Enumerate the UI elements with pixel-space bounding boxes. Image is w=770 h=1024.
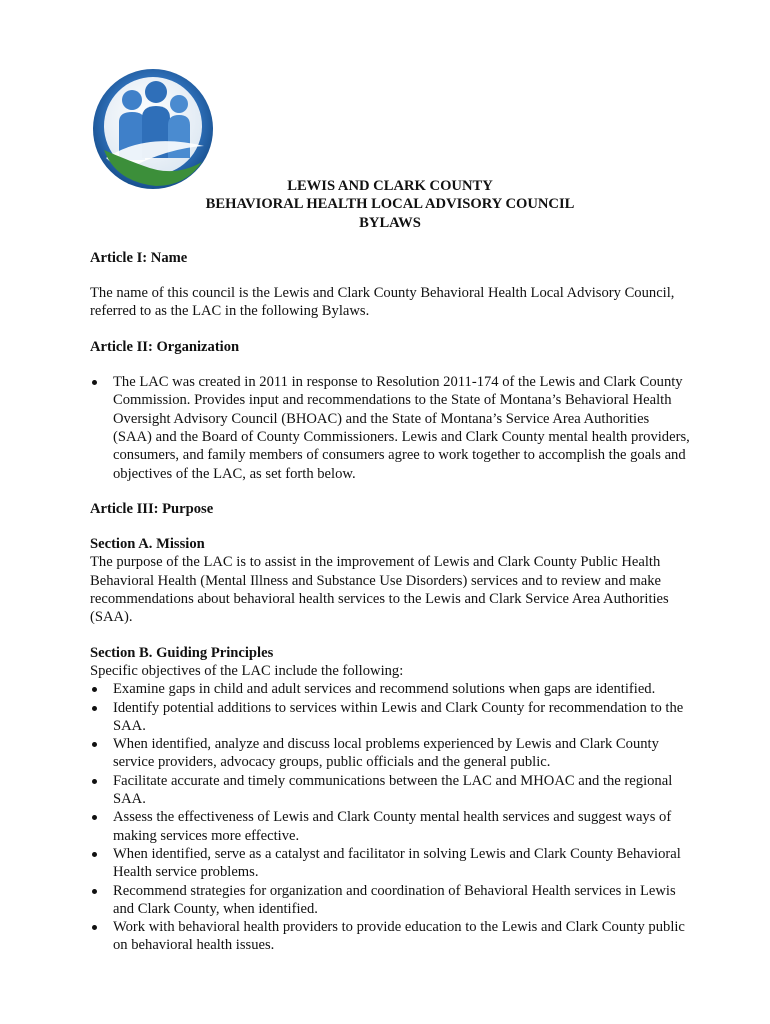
bullet-icon: [90, 772, 100, 784]
list-item: Examine gaps in child and adult services and recommend solutions when gaps are identified.: [90, 680, 690, 698]
document-title: [90, 177, 690, 232]
council-logo: [86, 62, 220, 196]
list-item: When identified, serve as a catalyst and facilitator in solving Lewis and Clark County Behavioral Health service problems.: [90, 845, 690, 882]
bullet-icon: [90, 699, 100, 711]
list-item: Recommend strategies for organization and coordination of Behavioral Health services in Lewis and Clark County, when identified.: [90, 882, 690, 919]
list-item: Work with behavioral health providers to provide education to the Lewis and Clark County public on behavioral health issues.: [90, 918, 690, 955]
bullet-icon: [90, 808, 100, 820]
title-line-bylaws: BYLAWS: [359, 214, 421, 231]
list-item: Assess the effectiveness of Lewis and Clark County mental health services and suggest ways of making services more effective.: [90, 808, 690, 845]
bullet-icon: [90, 735, 100, 747]
bylaws-document: [90, 177, 690, 955]
article-2-list: [90, 373, 690, 483]
list-item: Identify potential additions to services within Lewis and Clark County for recommendation to the SAA.: [90, 699, 690, 736]
bullet-icon: [90, 918, 100, 930]
article-1-heading: Article I: Name: [90, 249, 188, 266]
article-2-heading: Article II: Organization: [90, 338, 240, 355]
section-b-heading: Section B. Guiding Principles: [90, 644, 274, 661]
bullet-icon: [90, 882, 100, 894]
article-1-text: The name of this council is the Lewis and Clark County Behavioral Health Local Advisory Council, referred to as the LAC in the following Bylaws.: [90, 285, 675, 320]
section-a-text: The purpose of the LAC is to assist in the improvement of Lewis and Clark County Public Health Behavioral Health (Mental Illness and Substance Use Disorders) services and to review and make recommendations about behavioral health services to the Lewis and Clark Service Area Authorities (SAA).: [90, 554, 669, 626]
list-item: The LAC was created in 2011 in response to Resolution 2011-174 of the Lewis and Clark County Commission. Provides input and recommendations to the State of Montana’s Behavioral Health Oversight Advisory Council (BHOAC) and the State of Montana’s Service Area Authorities (SAA) and the Board of County Commissioners. Lewis and Clark County mental health providers, consumers, and family members of consumers agree to work together to accomplish the goals and objectives of the LAC, as set forth below.: [90, 373, 690, 483]
bullet-icon: [90, 373, 100, 385]
section-b-list: [90, 680, 690, 954]
title-line-council: BEHAVIORAL HEALTH LOCAL ADVISORY COUNCIL: [205, 196, 575, 213]
title-line-county: LEWIS AND CLARK COUNTY: [287, 178, 493, 194]
bullet-icon: [90, 845, 100, 857]
section-a-heading: Section A. Mission: [90, 536, 205, 553]
list-item: When identified, analyze and discuss local problems experienced by Lewis and Clark County service providers, advocacy groups, public officials and the general public.: [90, 735, 690, 772]
bullet-icon: [90, 680, 100, 692]
section-b-intro: Specific objectives of the LAC include the following:: [90, 662, 404, 679]
article-3-heading: Article III: Purpose: [90, 500, 214, 517]
list-item: Facilitate accurate and timely communications between the LAC and MHOAC and the regional SAA.: [90, 772, 690, 809]
